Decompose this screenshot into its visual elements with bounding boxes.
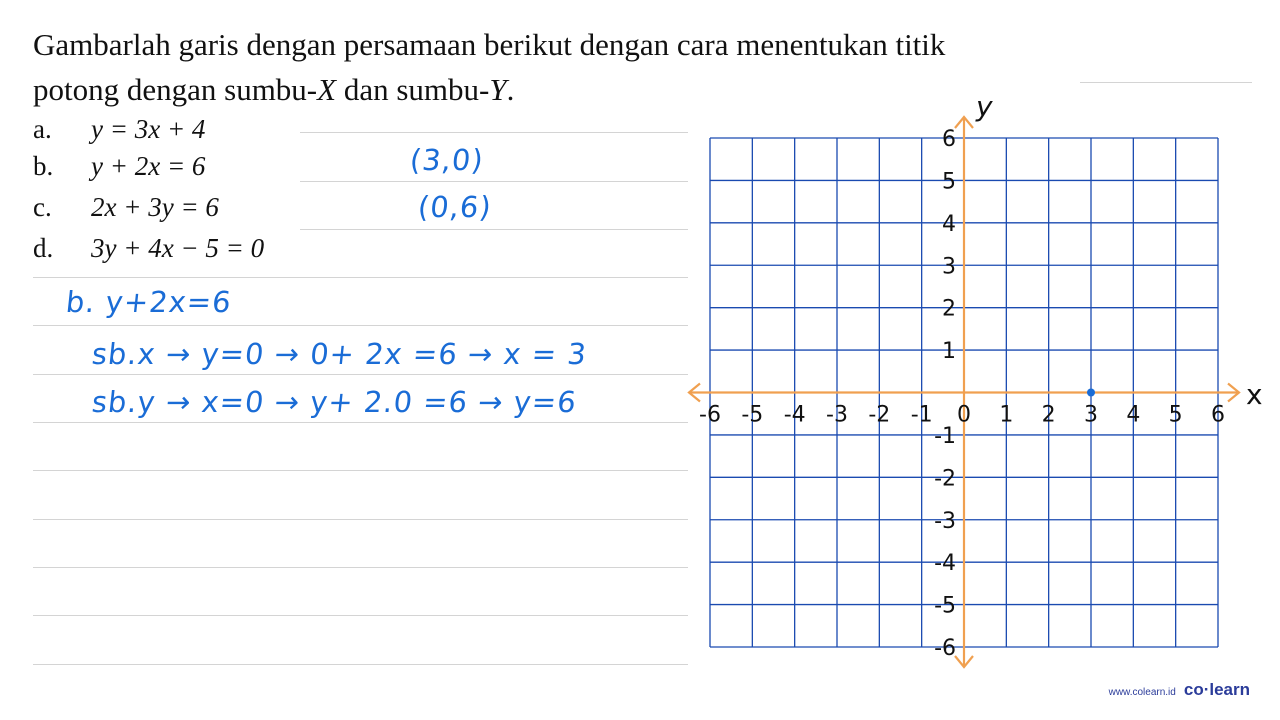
problem-line-2a: potong dengan sumbu- [33, 72, 318, 107]
item-label: a. [33, 114, 52, 144]
handwritten-solution-y-intercept: sb.y → x=0 → y+ 2.0 =6 → y=6 [90, 385, 579, 419]
item-label: b. [33, 151, 54, 181]
y-tick-label: -5 [934, 593, 956, 619]
item-equation: 3y + 4x − 5 = 0 [91, 233, 265, 263]
y-axis-label: y [976, 90, 993, 123]
x-tick-label: 2 [1041, 402, 1056, 428]
item-label: d. [33, 233, 54, 263]
x-tick-label: 0 [957, 402, 971, 428]
y-tick-label: 3 [942, 254, 956, 280]
y-tick-label: 5 [942, 169, 956, 195]
handwritten-point-y-intercept: (0,6) [416, 190, 494, 224]
problem-line-2c: . [506, 72, 515, 107]
y-tick-label: 6 [942, 127, 956, 152]
handwritten-solution-x-intercept: sb.x → y=0 → 0+ 2x =6 → x = 3 [90, 337, 589, 371]
x-tick-labels [699, 403, 1225, 428]
y-tick-labels [934, 127, 956, 661]
handwritten-solution-title: b. y+2x=6 [64, 285, 234, 319]
y-tick-label: 4 [942, 211, 956, 237]
y-tick-label: -1 [934, 423, 956, 449]
x-tick-label: -6 [699, 402, 721, 428]
problem-line-1: Gambarlah garis dengan persamaan berikut dengan cara menentukan titik [33, 27, 946, 62]
x-tick-label: 5 [1168, 402, 1183, 428]
y-tick-label: -4 [934, 551, 956, 577]
item-label: c. [33, 192, 52, 222]
x-tick-label: -3 [826, 402, 848, 428]
x-tick-label: 1 [999, 402, 1014, 428]
x-tick-label: -4 [783, 402, 806, 428]
x-tick-label: 6 [1211, 402, 1225, 428]
problem-line-2b: dan sumbu- [336, 72, 490, 107]
x-tick-label: -2 [868, 402, 891, 428]
x-tick-label: -5 [741, 402, 764, 428]
item-equation: y = 3x + 4 [91, 114, 206, 144]
y-tick-label: -3 [934, 508, 956, 534]
footer [1109, 680, 1250, 700]
x-tick-label: 4 [1126, 402, 1141, 428]
x-axis-label: x [1246, 378, 1263, 411]
axes [689, 117, 1239, 667]
plotted-point [1087, 389, 1095, 397]
axis-y-name: Y [489, 72, 507, 107]
y-tick-label: 1 [942, 339, 956, 365]
y-tick-label: -2 [934, 466, 956, 492]
item-equation: y + 2x = 6 [91, 151, 206, 181]
handwritten-point-x-intercept: (3,0) [408, 143, 486, 177]
x-tick-label: -1 [910, 402, 933, 428]
footer-url: www.colearn.id [1108, 687, 1176, 698]
brand-logo: co·learn [1183, 680, 1250, 699]
axis-x-name: X [317, 72, 337, 107]
x-tick-label: 3 [1084, 402, 1098, 428]
y-tick-label: 2 [942, 296, 956, 322]
item-equation: 2x + 3y = 6 [91, 192, 219, 222]
y-tick-label: -6 [934, 636, 956, 661]
